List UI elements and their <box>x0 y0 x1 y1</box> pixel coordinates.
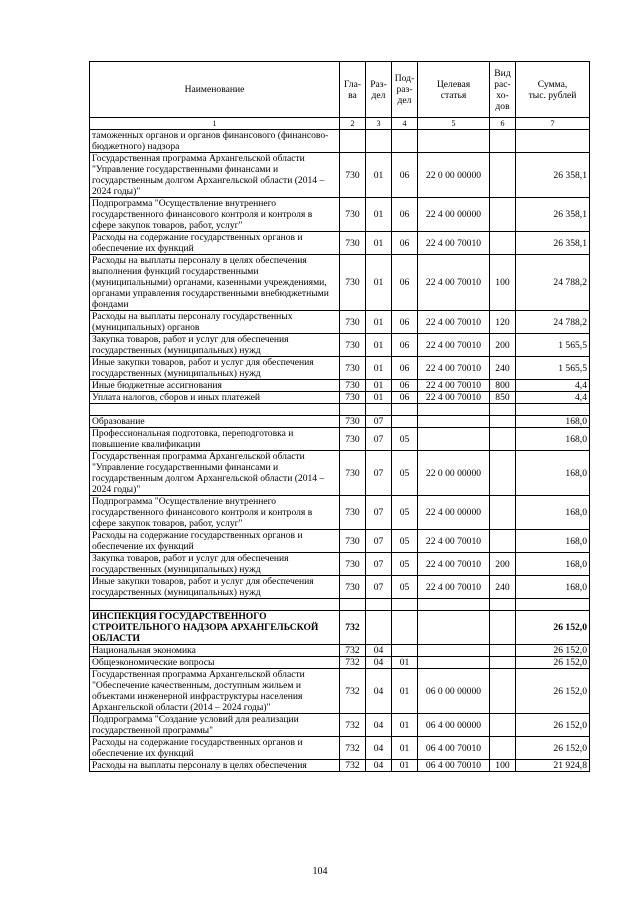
row-name: Образование <box>90 416 340 428</box>
row-section: 01 <box>366 334 392 357</box>
row-sum: 1 565,5 <box>516 357 590 380</box>
table-row <box>90 232 590 255</box>
table-row <box>90 130 590 153</box>
row-chapter: 730 <box>340 334 366 357</box>
row-chapter: 732 <box>340 611 366 645</box>
row-expense-type: 120 <box>490 311 516 334</box>
row-target-article: 22 4 00 70010 <box>418 232 490 255</box>
row-target-article <box>418 428 490 451</box>
row-sum: 26 358,1 <box>516 232 590 255</box>
column-number: 1 <box>90 118 340 130</box>
row-chapter <box>340 599 366 611</box>
row-name: Подпрограмма "Создание условий для реализации государственной программы" <box>90 714 340 737</box>
row-subsection: 06 <box>392 232 418 255</box>
row-chapter: 730 <box>340 232 366 255</box>
row-expense-type: 850 <box>490 392 516 404</box>
row-chapter: 732 <box>340 669 366 714</box>
header-sum: Сумма, тыс. рублей <box>516 62 590 118</box>
row-target-article <box>418 657 490 669</box>
row-expense-type <box>490 657 516 669</box>
row-section: 04 <box>366 657 392 669</box>
row-section: 01 <box>366 153 392 198</box>
row-section <box>366 611 392 645</box>
row-section: 01 <box>366 232 392 255</box>
table-row <box>90 198 590 232</box>
row-chapter: 730 <box>340 496 366 530</box>
row-sum <box>516 130 590 153</box>
row-expense-type <box>490 232 516 255</box>
header-subsection: Под- раз- дел <box>392 62 418 118</box>
row-subsection: 06 <box>392 380 418 392</box>
row-target-article: 22 4 00 00000 <box>418 198 490 232</box>
row-sum: 26 358,1 <box>516 153 590 198</box>
row-sum: 26 152,0 <box>516 714 590 737</box>
row-name: Закупка товаров, работ и услуг для обеспечения государственных (муниципальных) нужд <box>90 334 340 357</box>
header-section: Раз- дел <box>366 62 392 118</box>
row-chapter <box>340 130 366 153</box>
row-target-article <box>418 130 490 153</box>
row-subsection: 06 <box>392 255 418 311</box>
row-name: Расходы на выплаты персоналу в целях обеспечения выполнения функций государственными (муниципальными) органами, казенными учреждениями, органами управления государственными внебюджетными фондами <box>90 255 340 311</box>
row-target-article: 22 4 00 70010 <box>418 553 490 576</box>
row-chapter: 730 <box>340 153 366 198</box>
row-expense-type <box>490 714 516 737</box>
row-chapter: 730 <box>340 416 366 428</box>
row-sum: 26 358,1 <box>516 198 590 232</box>
header-row <box>90 62 590 118</box>
row-target-article: 06 4 00 70010 <box>418 737 490 760</box>
row-sum: 26 152,0 <box>516 645 590 657</box>
row-name: Профессиональная подготовка, переподготовка и повышение квалификации <box>90 428 340 451</box>
row-target-article <box>418 416 490 428</box>
row-target-article: 06 4 00 00000 <box>418 714 490 737</box>
row-section: 07 <box>366 530 392 553</box>
row-chapter: 732 <box>340 737 366 760</box>
row-expense-type <box>490 198 516 232</box>
table-row <box>90 451 590 496</box>
row-chapter: 730 <box>340 553 366 576</box>
row-section: 07 <box>366 576 392 599</box>
row-expense-type <box>490 496 516 530</box>
row-expense-type <box>490 611 516 645</box>
row-expense-type: 100 <box>490 760 516 772</box>
row-sum: 26 152,0 <box>516 657 590 669</box>
column-number: 4 <box>392 118 418 130</box>
table-row <box>90 153 590 198</box>
row-chapter: 730 <box>340 392 366 404</box>
row-expense-type <box>490 428 516 451</box>
row-subsection: 01 <box>392 737 418 760</box>
table-row <box>90 714 590 737</box>
row-target-article: 22 4 00 70010 <box>418 357 490 380</box>
header-name: Наименование <box>90 62 340 118</box>
column-number: 5 <box>418 118 490 130</box>
table-row <box>90 645 590 657</box>
table-row <box>90 737 590 760</box>
row-section <box>366 130 392 153</box>
row-name: Подпрограмма "Осуществление внутреннего государственного финансового контроля и контроля в сфере закупок товаров, работ, услуг" <box>90 198 340 232</box>
row-subsection: 01 <box>392 657 418 669</box>
row-sum: 24 788,2 <box>516 255 590 311</box>
table-row <box>90 392 590 404</box>
row-subsection: 06 <box>392 357 418 380</box>
row-expense-type <box>490 416 516 428</box>
row-target-article: 22 4 00 70010 <box>418 334 490 357</box>
row-sum: 26 152,0 <box>516 669 590 714</box>
row-subsection: 05 <box>392 553 418 576</box>
row-chapter: 732 <box>340 714 366 737</box>
row-subsection <box>392 599 418 611</box>
row-name: Национальная экономика <box>90 645 340 657</box>
row-expense-type: 240 <box>490 357 516 380</box>
row-subsection: 05 <box>392 451 418 496</box>
row-subsection: 01 <box>392 760 418 772</box>
row-chapter: 732 <box>340 645 366 657</box>
table-row <box>90 404 590 416</box>
row-sum: 26 152,0 <box>516 611 590 645</box>
row-expense-type <box>490 530 516 553</box>
row-target-article: 22 4 00 70010 <box>418 255 490 311</box>
table-row <box>90 334 590 357</box>
row-chapter: 730 <box>340 198 366 232</box>
row-name: таможенных органов и органов финансового (финансово-бюджетного) надзора <box>90 130 340 153</box>
row-name <box>90 404 340 416</box>
table-row <box>90 255 590 311</box>
column-number: 6 <box>490 118 516 130</box>
row-expense-type: 100 <box>490 255 516 311</box>
row-chapter: 730 <box>340 530 366 553</box>
row-section: 07 <box>366 428 392 451</box>
row-name: Расходы на содержание государственных органов и обеспечение их функций <box>90 737 340 760</box>
column-number: 7 <box>516 118 590 130</box>
row-sum <box>516 599 590 611</box>
table-row <box>90 357 590 380</box>
row-subsection: 06 <box>392 311 418 334</box>
row-chapter: 730 <box>340 428 366 451</box>
row-section: 01 <box>366 357 392 380</box>
table-row <box>90 428 590 451</box>
row-subsection <box>392 404 418 416</box>
row-subsection <box>392 416 418 428</box>
row-sum: 168,0 <box>516 530 590 553</box>
row-target-article <box>418 599 490 611</box>
row-name: Закупка товаров, работ и услуг для обеспечения государственных (муниципальных) нужд <box>90 553 340 576</box>
table-row <box>90 760 590 772</box>
budget-table <box>89 61 590 772</box>
row-target-article: 06 0 00 00000 <box>418 669 490 714</box>
table-row <box>90 576 590 599</box>
row-expense-type <box>490 669 516 714</box>
row-chapter: 732 <box>340 760 366 772</box>
row-subsection: 06 <box>392 153 418 198</box>
row-chapter: 730 <box>340 255 366 311</box>
row-section: 01 <box>366 392 392 404</box>
row-expense-type <box>490 645 516 657</box>
row-expense-type: 800 <box>490 380 516 392</box>
table-row <box>90 599 590 611</box>
row-chapter: 730 <box>340 451 366 496</box>
row-name: Расходы на содержание государственных органов и обеспечение их функций <box>90 232 340 255</box>
row-chapter: 730 <box>340 311 366 334</box>
row-sum: 168,0 <box>516 428 590 451</box>
row-expense-type <box>490 451 516 496</box>
header-chapter: Гла- ва <box>340 62 366 118</box>
row-expense-type <box>490 404 516 416</box>
table-row <box>90 416 590 428</box>
row-section: 04 <box>366 714 392 737</box>
header-expense-type: Вид рас- хо- дов <box>490 62 516 118</box>
column-number: 3 <box>366 118 392 130</box>
row-subsection: 05 <box>392 530 418 553</box>
row-name: Государственная программа Архангельской области "Обеспечение качественным, доступным жильем и объектами инженерной инфраструктуры населения Архангельской области (2014 – 2024 годы)" <box>90 669 340 714</box>
row-chapter: 730 <box>340 576 366 599</box>
row-expense-type <box>490 153 516 198</box>
row-target-article <box>418 645 490 657</box>
table-row <box>90 669 590 714</box>
row-sum: 4,4 <box>516 380 590 392</box>
row-subsection: 01 <box>392 714 418 737</box>
row-name: Уплата налогов, сборов и иных платежей <box>90 392 340 404</box>
table-row <box>90 657 590 669</box>
column-number-row <box>90 118 590 130</box>
row-subsection: 06 <box>392 334 418 357</box>
table-body <box>90 130 590 772</box>
row-name: Иные закупки товаров, работ и услуг для обеспечения государственных (муниципальных) нужд <box>90 576 340 599</box>
row-name: ИНСПЕКЦИЯ ГОСУДАРСТВЕННОГО СТРОИТЕЛЬНОГО НАДЗОРА АРХАНГЕЛЬСКОЙ ОБЛАСТИ <box>90 611 340 645</box>
row-section: 04 <box>366 737 392 760</box>
row-sum: 4,4 <box>516 392 590 404</box>
table-row <box>90 611 590 645</box>
row-section <box>366 404 392 416</box>
row-name <box>90 599 340 611</box>
row-expense-type: 200 <box>490 553 516 576</box>
page-number: 104 <box>312 866 328 877</box>
table-row <box>90 380 590 392</box>
row-subsection: 01 <box>392 669 418 714</box>
row-sum: 21 924,8 <box>516 760 590 772</box>
row-sum: 168,0 <box>516 416 590 428</box>
row-target-article <box>418 404 490 416</box>
row-subsection: 05 <box>392 496 418 530</box>
row-target-article: 22 4 00 70010 <box>418 380 490 392</box>
row-target-article <box>418 611 490 645</box>
row-sum <box>516 404 590 416</box>
row-name: Общеэкономические вопросы <box>90 657 340 669</box>
row-subsection: 06 <box>392 198 418 232</box>
row-sum: 24 788,2 <box>516 311 590 334</box>
row-sum: 168,0 <box>516 553 590 576</box>
row-subsection <box>392 611 418 645</box>
row-sum: 1 565,5 <box>516 334 590 357</box>
row-name: Иные закупки товаров, работ и услуг для обеспечения государственных (муниципальных) нужд <box>90 357 340 380</box>
row-section: 07 <box>366 496 392 530</box>
row-subsection: 05 <box>392 428 418 451</box>
row-target-article: 22 4 00 70010 <box>418 392 490 404</box>
row-name: Расходы на выплаты персоналу государственных (муниципальных) органов <box>90 311 340 334</box>
row-name: Государственная программа Архангельской области "Управление государственными финансами и государственным долгом Архангельской области (2014 – 2024 годы)" <box>90 451 340 496</box>
row-chapter: 732 <box>340 657 366 669</box>
row-chapter: 730 <box>340 357 366 380</box>
row-name: Государственная программа Архангельской области "Управление государственными финансами и государственным долгом Архангельской области (2014 – 2024 годы)" <box>90 153 340 198</box>
row-target-article: 22 4 00 70010 <box>418 530 490 553</box>
row-subsection <box>392 130 418 153</box>
row-chapter <box>340 404 366 416</box>
row-target-article: 22 0 00 00000 <box>418 153 490 198</box>
row-section: 07 <box>366 416 392 428</box>
table-row <box>90 530 590 553</box>
column-number: 2 <box>340 118 366 130</box>
row-sum: 168,0 <box>516 496 590 530</box>
row-section: 01 <box>366 380 392 392</box>
table-row <box>90 553 590 576</box>
row-name: Иные бюджетные ассигнования <box>90 380 340 392</box>
row-section: 01 <box>366 311 392 334</box>
row-target-article: 22 4 00 00000 <box>418 496 490 530</box>
row-name: Подпрограмма "Осуществление внутреннего государственного финансового контроля и контроля в сфере закупок товаров, работ, услуг" <box>90 496 340 530</box>
row-target-article: 06 4 00 70010 <box>418 760 490 772</box>
row-expense-type <box>490 599 516 611</box>
table-row <box>90 311 590 334</box>
row-section: 04 <box>366 669 392 714</box>
row-name: Расходы на содержание государственных органов и обеспечение их функций <box>90 530 340 553</box>
row-target-article: 22 4 00 70010 <box>418 311 490 334</box>
row-expense-type: 240 <box>490 576 516 599</box>
row-subsection: 05 <box>392 576 418 599</box>
row-expense-type: 200 <box>490 334 516 357</box>
row-section: 01 <box>366 255 392 311</box>
row-section: 07 <box>366 451 392 496</box>
table-row <box>90 496 590 530</box>
row-sum: 26 152,0 <box>516 737 590 760</box>
row-expense-type <box>490 130 516 153</box>
row-chapter: 730 <box>340 380 366 392</box>
row-subsection <box>392 645 418 657</box>
row-name: Расходы на выплаты персоналу в целях обеспечения <box>90 760 340 772</box>
row-section: 04 <box>366 645 392 657</box>
row-section: 04 <box>366 760 392 772</box>
row-section <box>366 599 392 611</box>
row-sum: 168,0 <box>516 576 590 599</box>
row-subsection: 06 <box>392 392 418 404</box>
row-section: 01 <box>366 198 392 232</box>
header-target-article: Целевая статья <box>418 62 490 118</box>
row-expense-type <box>490 737 516 760</box>
row-target-article: 22 0 00 00000 <box>418 451 490 496</box>
row-sum: 168,0 <box>516 451 590 496</box>
row-target-article: 22 4 00 70010 <box>418 576 490 599</box>
row-section: 07 <box>366 553 392 576</box>
